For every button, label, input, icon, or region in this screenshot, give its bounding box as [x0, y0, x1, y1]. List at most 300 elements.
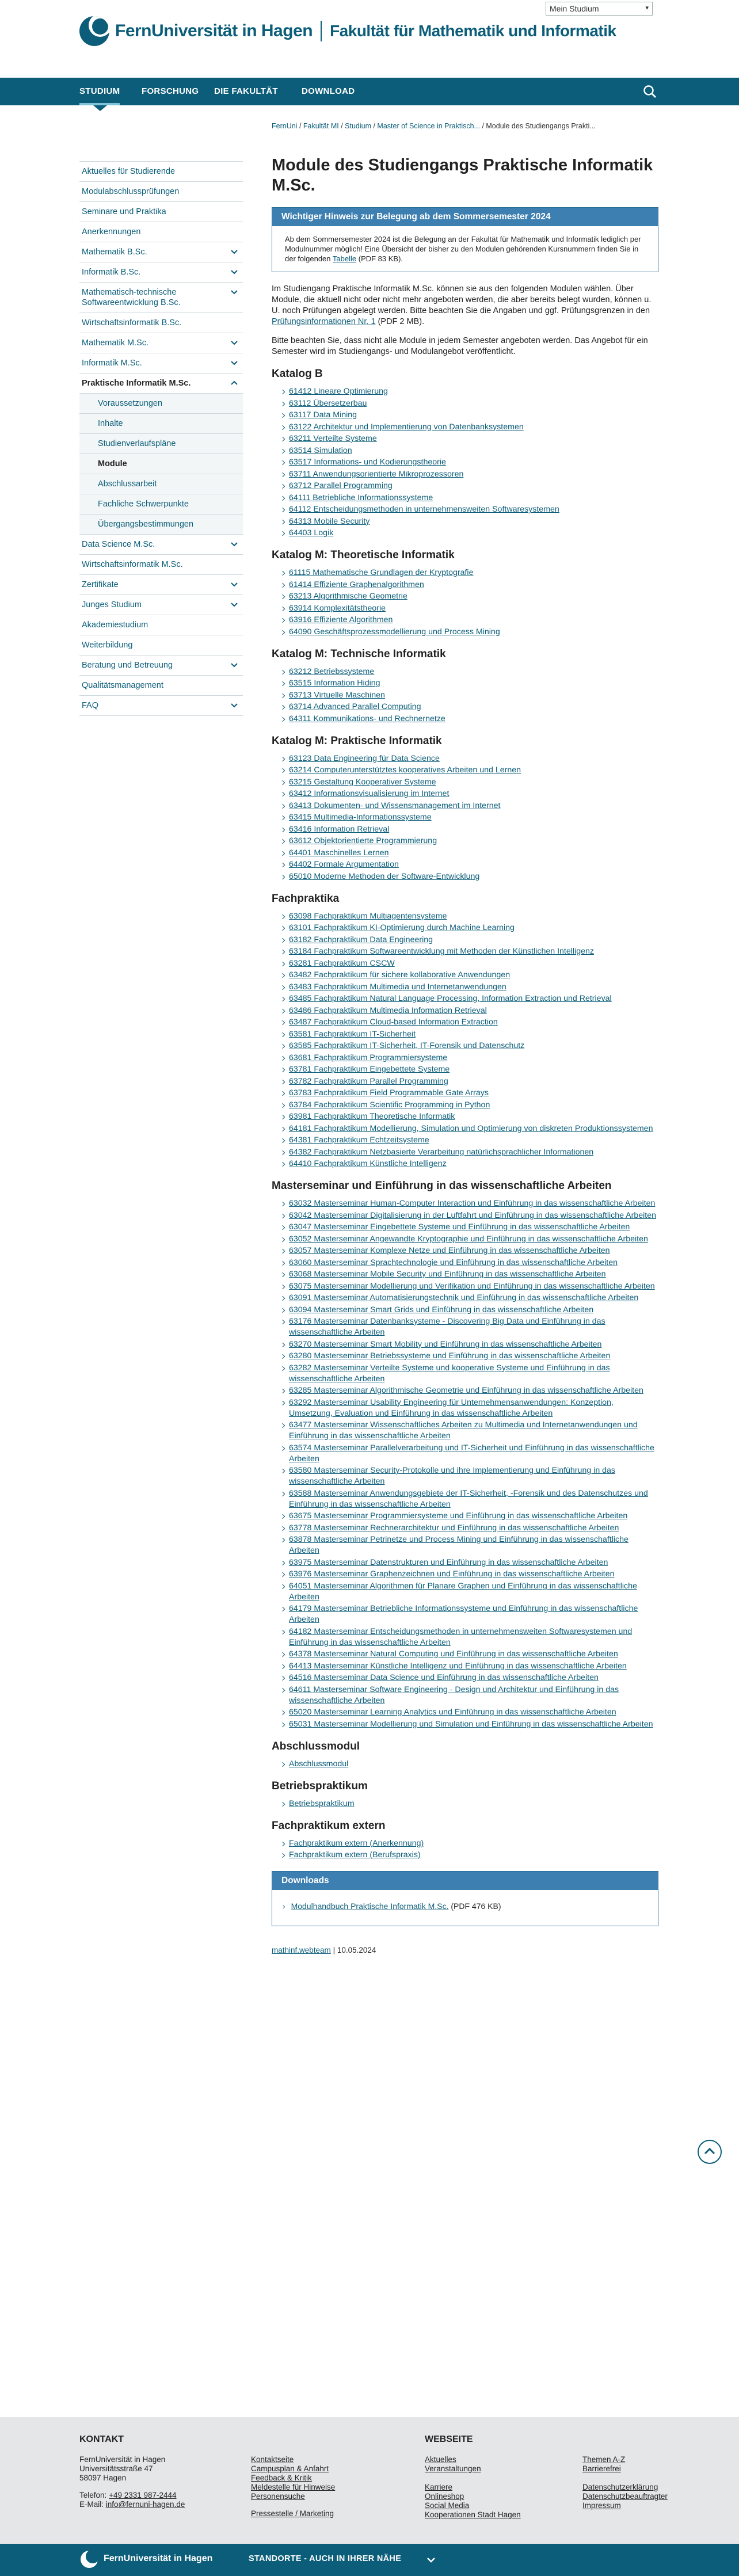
- module-link[interactable]: 64182 Masterseminar Entscheidungsmethoden in unternehmensweiten Softwaresystemen und Einführung in das wissenschaftliche Arbeiten: [289, 1626, 633, 1647]
- sidebar-item[interactable]: [79, 494, 243, 514]
- chevron-down-icon[interactable]: [230, 288, 238, 296]
- footer-link[interactable]: Social Media: [425, 2501, 470, 2510]
- chevron-down-icon[interactable]: [230, 580, 238, 588]
- module-link[interactable]: 63098 Fachpraktikum Multiagentensysteme: [289, 911, 447, 921]
- sidebar-item[interactable]: [79, 474, 243, 494]
- list-item: [281, 993, 658, 1004]
- list-item: [281, 1707, 658, 1718]
- list-item: [281, 1100, 658, 1111]
- list-item: [281, 1029, 658, 1040]
- sidebar-divider: [79, 715, 243, 716]
- list-item: [281, 1147, 658, 1158]
- list-item: [281, 398, 658, 409]
- module-link[interactable]: 64181 Fachpraktikum Modellierung, Simulation und Optimierung von diskreten Produktionssystemen: [289, 1123, 653, 1133]
- list-item: [281, 567, 658, 578]
- module-link[interactable]: 64112 Entscheidungsmethoden in unternehmensweiten Softwaresystemen: [289, 505, 559, 514]
- module-link[interactable]: 64402 Formale Argumentation: [289, 860, 399, 869]
- phone-line: Telefon: +49 2331 987-2444: [79, 2491, 177, 2499]
- logo-text: FernUniversität in Hagen: [115, 21, 313, 40]
- chevron-up-icon[interactable]: [230, 379, 238, 387]
- email-link[interactable]: info@fernuni-hagen.de: [105, 2500, 185, 2509]
- list-item: [281, 1053, 658, 1064]
- list-item: [281, 580, 658, 590]
- section-heading: Fachpraktika: [272, 892, 340, 905]
- module-link[interactable]: 63413 Dokumenten- und Wissensmanagement im Internet: [289, 801, 501, 810]
- module-link[interactable]: 64381 Fachpraktikum Echtzeitsysteme: [289, 1135, 429, 1145]
- sidebar-item[interactable]: [79, 595, 243, 615]
- list-item: [281, 410, 658, 421]
- module-link[interactable]: 63215 Gestaltung Kooperativer Systeme: [289, 777, 436, 787]
- sidebar-item-label: Junges Studium: [82, 600, 142, 609]
- sidebar-item[interactable]: [79, 373, 243, 393]
- module-link[interactable]: 63581 Fachpraktikum IT-Sicherheit: [289, 1029, 416, 1039]
- chevron-down-icon[interactable]: [230, 359, 238, 367]
- module-link[interactable]: Fachpraktikum extern (Berufspraxis): [289, 1850, 421, 1859]
- module-link[interactable]: 63060 Masterseminar Sprachtechnologie und Einführung in das wissenschaftliche Arbeiten: [289, 1257, 618, 1267]
- list-item: [281, 493, 658, 504]
- list-item: [281, 1465, 658, 1487]
- footer-link[interactable]: Datenschutzbeauftragter: [582, 2492, 668, 2501]
- module-list: [281, 386, 658, 539]
- sidebar-item[interactable]: [79, 635, 243, 655]
- list-item: [281, 1222, 658, 1233]
- sidebar-item[interactable]: [79, 242, 243, 262]
- module-link[interactable]: 63068 Masterseminar Mobile Security und Einführung in das wissenschaftliche Arbeiten: [289, 1270, 606, 1279]
- footer-link[interactable]: Karriere: [425, 2483, 453, 2491]
- module-link[interactable]: 63714 Advanced Parallel Computing: [289, 702, 421, 711]
- footer-link[interactable]: Onlineshop: [425, 2492, 464, 2501]
- sidebar-item-label: Informatik M.Sc.: [82, 359, 142, 368]
- list-item: [281, 1385, 658, 1396]
- author-line: [272, 1946, 658, 1954]
- module-link[interactable]: 63580 Masterseminar Security-Protokolle und ihre Implementierung und Einführung in das wissenschaftliche Arbeiten: [289, 1466, 616, 1486]
- module-link[interactable]: Fachpraktikum extern (Anerkennung): [289, 1838, 424, 1848]
- sidebar-item-label: FAQ: [82, 701, 99, 710]
- module-list: [281, 911, 658, 1170]
- sidebar-item-label: Seminare und Praktika: [82, 207, 166, 216]
- list-item: [281, 1672, 658, 1683]
- footer-link[interactable]: Personensuche: [251, 2492, 305, 2501]
- sidebar-item[interactable]: [79, 201, 243, 222]
- sidebar-item[interactable]: [79, 574, 243, 595]
- list-item: [281, 1850, 658, 1861]
- list-item: [281, 765, 658, 776]
- chevron-down-icon[interactable]: [230, 268, 238, 276]
- module-link[interactable]: 63416 Information Retrieval: [289, 824, 390, 834]
- notice-title: Wichtiger Hinweis zur Belegung ab dem Sommersemester 2024: [272, 208, 658, 226]
- chevron-down-icon[interactable]: [230, 600, 238, 608]
- module-link[interactable]: 63101 Fachpraktikum KI-Optimierung durch Machine Learning: [289, 923, 515, 932]
- module-link[interactable]: 63094 Masterseminar Smart Grids und Einführung in das wissenschaftliche Arbeiten: [289, 1305, 594, 1314]
- module-link[interactable]: Abschlussmodul: [289, 1759, 349, 1769]
- module-link[interactable]: 63778 Masterseminar Rechnerarchitektur und Einführung in das wissenschaftliche Arbeiten: [289, 1523, 619, 1533]
- list-item: [281, 504, 658, 515]
- module-link[interactable]: 63213 Algorithmische Geometrie: [289, 592, 407, 601]
- module-link[interactable]: 64611 Masterseminar Software Engineering - Design und Architektur und Einführung in das wissenschaftliche Arbeiten: [289, 1685, 619, 1705]
- chevron-down-icon[interactable]: [230, 338, 238, 346]
- list-item: [281, 1159, 658, 1169]
- sidebar-item-label: Modulabschlussprüfungen: [82, 187, 180, 196]
- module-link[interactable]: 63117 Data Mining: [289, 410, 357, 420]
- sidebar-item[interactable]: [79, 534, 243, 554]
- list-item: [281, 1838, 658, 1849]
- module-link[interactable]: 64378 Masterseminar Natural Computing und Einführung in das wissenschaftliche Arbeiten: [289, 1649, 618, 1659]
- module-link[interactable]: 64090 Geschäftsprozessmodellierung und Process Mining: [289, 627, 500, 637]
- intro-paragraph-2: Bitte beachten Sie, dass nicht alle Module in jedem Semester angeboten werden. Das Angebot für ein Semester wird im Studiengangs- und Modulangebot veröffentlicht.: [272, 336, 648, 356]
- logo-separator: [321, 21, 322, 41]
- search-icon[interactable]: [642, 84, 657, 99]
- module-link[interactable]: 63122 Architektur und Implementierung von Datenbanksystemen: [289, 422, 524, 432]
- module-link[interactable]: 63212 Betriebssysteme: [289, 666, 375, 676]
- footer-link[interactable]: Barrierefrei: [582, 2464, 621, 2473]
- module-link[interactable]: 65031 Masterseminar Modellierung und Simulation und Einführung in das wissenschaftliche Arbeiten: [289, 1719, 653, 1729]
- module-link[interactable]: 63585 Fachpraktikum IT-Sicherheit, IT-Forensik und Datenschutz: [289, 1041, 525, 1050]
- module-link[interactable]: 64382 Fachpraktikum Netzbasierte Verarbeitung natürlichsprachlicher Informationen: [289, 1147, 594, 1157]
- module-list: [281, 1198, 658, 1730]
- list-item: [281, 386, 658, 397]
- sidebar-item-label: Zertifikate: [82, 580, 119, 589]
- module-link[interactable]: 63574 Masterseminar Parallelverarbeitung und IT-Sicherheit und Einführung in das wissenschaftliche Arbeiten: [289, 1443, 654, 1464]
- module-link[interactable]: 64401 Maschinelles Lernen: [289, 848, 389, 858]
- site-footer: [0, 2417, 739, 2544]
- sidebar-item[interactable]: [79, 222, 243, 242]
- module-link[interactable]: 63285 Masterseminar Algorithmische Geometrie und Einführung in das wissenschaftliche Arbeiten: [289, 1386, 643, 1395]
- list-item: [281, 1257, 658, 1268]
- module-link[interactable]: 63182 Fachpraktikum Data Engineering: [289, 935, 433, 944]
- module-link[interactable]: 63781 Fachpraktikum Eingebettete Systeme: [289, 1065, 450, 1074]
- list-item: [281, 923, 658, 933]
- nav-forschung[interactable]: FORSCHUNG: [142, 86, 199, 96]
- list-item: [281, 1245, 658, 1256]
- list-item: [281, 836, 658, 847]
- list-item: [281, 1123, 658, 1134]
- sidebar-item[interactable]: [79, 282, 243, 313]
- module-list: [281, 1798, 658, 1809]
- contact-heading: KONTAKT: [79, 2434, 124, 2444]
- sidebar-item-label: Module: [98, 459, 127, 468]
- list-item: [281, 982, 658, 993]
- module-link[interactable]: 63176 Masterseminar Datenbanksysteme - Discovering Big Data und Einführung in das wissenschaftliche Arbeiten: [289, 1317, 605, 1337]
- module-link[interactable]: 63091 Masterseminar Automatisierungstechnik und Einführung in das wissenschaftliche Arbeiten: [289, 1293, 639, 1302]
- section-heading: Abschlussmodul: [272, 1740, 360, 1752]
- module-link[interactable]: 63415 Multimedia-Informationssysteme: [289, 813, 432, 822]
- module-list: [281, 1838, 658, 1861]
- module-link[interactable]: 63712 Parallel Programming: [289, 481, 393, 490]
- module-link[interactable]: 63211 Verteilte Systeme: [289, 434, 377, 443]
- intro-suffix: (PDF 2 MB).: [378, 317, 425, 326]
- list-item: [281, 1135, 658, 1146]
- module-list: [281, 753, 658, 882]
- list-item: [281, 1041, 658, 1051]
- list-item: [281, 970, 658, 981]
- module-list: [281, 1759, 658, 1770]
- list-item: [281, 1523, 658, 1534]
- sidebar-item-label: Fachliche Schwerpunkte: [98, 500, 189, 509]
- list-item: [281, 1534, 658, 1556]
- main-content: [272, 155, 658, 1954]
- module-link[interactable]: 63184 Fachpraktikum Softwareentwicklung mit Methoden der Künstlichen Intelligenz: [289, 947, 594, 956]
- module-link[interactable]: 63412 Informationsvisualisierung im Internet: [289, 789, 450, 798]
- module-list: [281, 567, 658, 638]
- footer-link[interactable]: Impressum: [582, 2501, 621, 2510]
- module-link[interactable]: 63112 Übersetzerbau: [289, 398, 367, 408]
- chevron-down-icon[interactable]: [230, 247, 238, 256]
- module-link[interactable]: 63916 Effiziente Algorithmen: [289, 615, 393, 624]
- module-link[interactable]: 63214 Computerunterstütztes kooperatives Arbeiten und Lernen: [289, 765, 521, 775]
- chevron-down-icon: ▾: [645, 5, 649, 12]
- breadcrumb-item[interactable]: Studium: [345, 122, 371, 130]
- fernuni-logo-icon: [79, 16, 109, 46]
- list-item: [281, 690, 658, 701]
- downloads-box: [272, 1871, 658, 1926]
- list-item: [281, 1581, 658, 1603]
- module-link[interactable]: 63042 Masterseminar Digitalisierung in der Luftfahrt und Einführung in das wissenschaftliche Arbeiten: [289, 1210, 657, 1220]
- module-link[interactable]: 63981 Fachpraktikum Theoretische Informatik: [289, 1112, 455, 1121]
- sidebar-item-label: Voraussetzungen: [98, 399, 163, 408]
- module-link[interactable]: 64413 Masterseminar Künstliche Intelligenz und Einführung in das wissenschaftliche Arbeiten: [289, 1661, 627, 1671]
- chevron-down-icon[interactable]: [426, 2555, 436, 2565]
- list-item: [281, 666, 658, 677]
- module-link[interactable]: 61412 Lineare Optimierung: [289, 387, 388, 396]
- module-link[interactable]: 64403 Logik: [289, 528, 334, 538]
- sidebar-item-label: Mathematisch-technische Softwareentwicklung B.Sc.: [82, 288, 181, 307]
- module-link[interactable]: 63514 Simulation: [289, 445, 352, 455]
- module-link[interactable]: 64111 Betriebliche Informationssysteme: [289, 493, 433, 502]
- list-item: [281, 1210, 658, 1221]
- list-item: [281, 1557, 658, 1568]
- section-heading: Katalog B: [272, 368, 323, 380]
- university-logo[interactable]: [79, 16, 616, 46]
- sidebar-item-label: Beratung und Betreuung: [82, 661, 173, 670]
- sidebar-item-label: Weiterbildung: [82, 641, 133, 650]
- list-item: [281, 603, 658, 614]
- faculty-name: Fakultät für Mathematik und Informatik: [330, 22, 616, 40]
- nav-studium[interactable]: STUDIUM: [79, 78, 120, 105]
- sidebar-item[interactable]: [79, 353, 243, 373]
- module-link[interactable]: 63485 Fachpraktikum Natural Language Processing, Information Extraction und Retrieval: [289, 994, 612, 1003]
- footer-link[interactable]: Campusplan & Anfahrt: [251, 2464, 329, 2473]
- module-link[interactable]: 63517 Informations- und Kodierungstheorie: [289, 458, 446, 467]
- module-link[interactable]: 63975 Masterseminar Datenstrukturen und Einführung in das wissenschaftliche Arbeiten: [289, 1557, 608, 1567]
- module-sections: [272, 368, 658, 1861]
- sidebar-item[interactable]: [79, 393, 243, 413]
- sidebar-navigation: [79, 161, 243, 716]
- module-link[interactable]: 65010 Moderne Methoden der Software-Entwicklung: [289, 871, 480, 881]
- breadcrumb-item[interactable]: FernUni: [272, 122, 298, 130]
- footer-link[interactable]: Aktuelles: [425, 2455, 456, 2464]
- list-item: [281, 824, 658, 835]
- sidebar-item[interactable]: [79, 655, 243, 675]
- module-link[interactable]: 63515 Information Hiding: [289, 679, 380, 688]
- list-item: [281, 1088, 658, 1099]
- locations-bar: [0, 2544, 739, 2576]
- address-line: FernUniversität in Hagen: [79, 2455, 166, 2464]
- module-link[interactable]: 63281 Fachpraktikum CSCW: [289, 958, 395, 968]
- module-link[interactable]: 63075 Masterseminar Modellierung und Verifikation und Einführung in das wissenschaftliche Arbeiten: [289, 1281, 655, 1291]
- module-link[interactable]: Betriebspraktikum: [289, 1798, 355, 1808]
- module-link[interactable]: 63052 Masterseminar Angewandte Kryptographie und Einführung in das wissenschaftliche Arbeiten: [289, 1234, 648, 1244]
- list-item: [281, 1397, 658, 1419]
- sidebar-item-label: Mathematik B.Sc.: [82, 247, 147, 257]
- module-link[interactable]: 63784 Fachpraktikum Scientific Programming in Python: [289, 1100, 490, 1110]
- footer-link[interactable]: Kontaktseite: [251, 2455, 294, 2464]
- exam-info-link[interactable]: Prüfungsinformationen Nr. 1: [272, 317, 376, 326]
- sidebar-item[interactable]: [79, 413, 243, 433]
- sidebar-item[interactable]: [79, 514, 243, 534]
- sidebar-item[interactable]: [79, 433, 243, 454]
- list-item: [281, 1488, 658, 1510]
- email-line: E-Mail: info@fernuni-hagen.de: [79, 2500, 185, 2509]
- module-link[interactable]: 63270 Masterseminar Smart Mobility und Einführung in das wissenschaftliche Arbeiten: [289, 1339, 602, 1349]
- sidebar-item-label: Aktuelles für Studierende: [82, 167, 176, 176]
- module-link[interactable]: 63483 Fachpraktikum Multimedia und Internetanwendungen: [289, 982, 506, 992]
- list-item: [281, 1443, 658, 1465]
- sidebar-item[interactable]: [79, 262, 243, 282]
- section-heading: Katalog M: Praktische Informatik: [272, 734, 442, 747]
- sidebar-item-label: Anerkennungen: [82, 227, 141, 237]
- notice-text: Ab dem Sommersemester 2024 ist die Belegung an der Fakultät für Mathematik und Informatik lediglich per Modulnummer möglich! Eine Übersicht der bisher zu den Modulen gehörenden Kursnummern finden Sie in der folgenden: [285, 235, 641, 263]
- list-item: [281, 1339, 658, 1350]
- module-link[interactable]: 64410 Fachpraktikum Künstliche Intelligenz: [289, 1159, 447, 1168]
- page-title: Module des Studiengangs Praktische Informatik M.Sc.: [272, 156, 653, 195]
- nav-active-indicator: [93, 105, 107, 111]
- chevron-down-icon[interactable]: [230, 661, 238, 669]
- module-link[interactable]: 64313 Mobile Security: [289, 516, 370, 526]
- sidebar-item[interactable]: [79, 161, 243, 181]
- phone-link[interactable]: +49 2331 987-2444: [109, 2491, 177, 2499]
- downloads-body: [272, 1890, 658, 1926]
- breadcrumb-item[interactable]: Fakultät MI: [303, 122, 339, 130]
- module-link[interactable]: 63612 Objektorientierte Programmierung: [289, 836, 437, 845]
- list-item: [281, 1305, 658, 1316]
- footer-link[interactable]: Meldestelle für Hinweise: [251, 2483, 336, 2491]
- sidebar-item[interactable]: [79, 675, 243, 695]
- sidebar-item-label: Inhalte: [98, 419, 123, 428]
- module-link[interactable]: 64516 Masterseminar Data Science und Einführung in das wissenschaftliche Arbeiten: [289, 1673, 599, 1682]
- list-item: [281, 678, 658, 689]
- module-link[interactable]: 63280 Masterseminar Betriebssysteme und Einführung in das wissenschaftliche Arbeiten: [289, 1351, 611, 1361]
- module-link[interactable]: 63783 Fachpraktikum Field Programmable Gate Arrays: [289, 1088, 489, 1098]
- module-link[interactable]: 63588 Masterseminar Anwendungsgebiete der IT-Sicherheit, -Forensik und des Datenschutzes und Einführung in das wissenschaftliche Arbeiten: [289, 1488, 648, 1509]
- intro-paragraph: [272, 284, 658, 327]
- module-link[interactable]: 63487 Fachpraktikum Cloud-based Information Extraction: [289, 1018, 498, 1027]
- section-heading: Katalog M: Technische Informatik: [272, 647, 446, 660]
- nav-download[interactable]: DOWNLOAD: [302, 86, 355, 96]
- list-item: [281, 1076, 658, 1087]
- module-link[interactable]: 63681 Fachpraktikum Programmiersysteme: [289, 1053, 448, 1062]
- fernuni-small-logo-icon: [81, 2551, 98, 2568]
- list-item: [281, 801, 658, 811]
- notice-suffix: (PDF 83 KB).: [358, 254, 403, 263]
- sidebar-item[interactable]: [79, 454, 243, 474]
- module-link[interactable]: 63292 Masterseminar Usability Engineering für Unternehmensanwendungen: Konzeption, Umsetzung, Evaluation und Einführung in das wissenschaftliche Arbeiten: [289, 1397, 614, 1418]
- list-item: [281, 859, 658, 870]
- chevron-up-icon: [699, 2141, 721, 2163]
- footer-link[interactable]: Datenschutzerklärung: [582, 2483, 658, 2491]
- sidebar-item-label: Wirtschaftsinformatik B.Sc.: [82, 318, 182, 327]
- back-to-top-button[interactable]: [698, 2140, 722, 2164]
- nav-fakultaet[interactable]: DIE FAKULTÄT: [214, 86, 278, 96]
- module-link[interactable]: 64051 Masterseminar Algorithmen für Planare Graphen und Einführung in das wissenschaftliche Arbeiten: [289, 1581, 637, 1602]
- list-item: [281, 812, 658, 823]
- list-item: [281, 445, 658, 456]
- locations-label[interactable]: STANDORTE - AUCH IN IHRER NÄHE: [249, 2554, 402, 2563]
- notice-table-link[interactable]: Tabelle: [332, 254, 357, 263]
- chevron-down-icon[interactable]: [230, 540, 238, 548]
- list-item: [281, 627, 658, 638]
- my-study-select[interactable]: [546, 2, 653, 16]
- breadcrumb-item[interactable]: Master of Science in Praktisch...: [377, 122, 480, 130]
- module-link[interactable]: 63047 Masterseminar Eingebettete Systeme und Einführung in das wissenschaftliche Arbeiten: [289, 1222, 630, 1232]
- footer-link[interactable]: Feedback & Kritik: [251, 2474, 312, 2482]
- module-link[interactable]: 65020 Masterseminar Learning Analytics und Einführung in das wissenschaftliche Arbeiten: [289, 1708, 616, 1717]
- list-item: [281, 1719, 658, 1730]
- list-item: [281, 1798, 658, 1809]
- sidebar-item-label: Abschlussarbeit: [98, 479, 157, 489]
- module-link[interactable]: 63057 Masterseminar Komplexe Netze und Einführung in das wissenschaftliche Arbeiten: [289, 1246, 610, 1255]
- module-link[interactable]: 63477 Masterseminar Wissenschaftliches Arbeiten zu Multimedia und Internetanwendungen und Einführung in das wissenschaftliche Arbeiten: [289, 1420, 638, 1441]
- module-link[interactable]: 63782 Fachpraktikum Parallel Programming: [289, 1076, 448, 1086]
- list-item: [281, 788, 658, 799]
- sidebar-item[interactable]: [79, 554, 243, 574]
- sidebar-item[interactable]: [79, 333, 243, 353]
- module-link[interactable]: 61414 Effiziente Graphenalgorithmen: [289, 580, 424, 589]
- module-link[interactable]: 61115 Mathematische Grundlagen der Kryptografie: [289, 568, 474, 577]
- module-link[interactable]: 63878 Masterseminar Petrinetze und Process Mining und Einführung in das wissenschaftliche Arbeiten: [289, 1535, 628, 1555]
- footer-link[interactable]: Kooperationen Stadt Hagen: [425, 2510, 521, 2519]
- module-link[interactable]: 64311 Kommunikations- und Rechnernetze: [289, 714, 445, 723]
- module-link[interactable]: 63123 Data Engineering für Data Science: [289, 753, 440, 763]
- list-item: [281, 753, 658, 764]
- list-item: [281, 1064, 658, 1075]
- list-item: [281, 1111, 658, 1122]
- sidebar-item[interactable]: [79, 695, 243, 715]
- footer-link[interactable]: Pressestelle / Marketing: [251, 2509, 334, 2518]
- list-item: [281, 911, 658, 922]
- chevron-down-icon[interactable]: [230, 701, 238, 709]
- list-item: [281, 1569, 658, 1580]
- my-study-label: Mein Studium: [550, 4, 599, 13]
- list-item: [281, 871, 658, 882]
- module-link[interactable]: 63282 Masterseminar Verteilte Systeme und kooperative Systeme und Einführung in das wissenschaftliche Arbeiten: [289, 1363, 610, 1384]
- module-link[interactable]: 63713 Virtuelle Maschinen: [289, 690, 385, 700]
- sidebar-item[interactable]: [79, 615, 243, 635]
- breadcrumb-current: Module des Studiengangs Prakti...: [486, 122, 596, 130]
- module-handbook-link[interactable]: Modulhandbuch Praktische Informatik M.Sc.: [291, 1901, 449, 1911]
- footer-link[interactable]: Themen A-Z: [582, 2455, 626, 2464]
- list-item: [281, 1685, 658, 1706]
- module-list: [281, 666, 658, 725]
- list-item: [281, 1005, 658, 1016]
- module-link[interactable]: 64179 Masterseminar Betriebliche Informationssysteme und Einführung in das wissenschaftliche Arbeiten: [289, 1604, 638, 1624]
- module-link[interactable]: 63675 Masterseminar Programmiersysteme und Einführung in das wissenschaftliche Arbeiten: [289, 1511, 628, 1521]
- module-link[interactable]: 63486 Fachpraktikum Multimedia Information Retrieval: [289, 1005, 487, 1015]
- list-item: [281, 1293, 658, 1304]
- footer-link[interactable]: Veranstaltungen: [425, 2464, 481, 2473]
- module-link[interactable]: 63032 Masterseminar Human-Computer Interaction und Einführung in das wissenschaftliche Arbeiten: [289, 1199, 656, 1208]
- list-item: [281, 615, 658, 626]
- sidebar-item[interactable]: [79, 313, 243, 333]
- author-link[interactable]: mathinf.webteam: [272, 1946, 331, 1954]
- sidebar-item[interactable]: [79, 181, 243, 201]
- list-item: [281, 469, 658, 480]
- module-link[interactable]: 63711 Anwendungsorientierte Mikroprozessoren: [289, 469, 464, 479]
- address-line: 58097 Hagen: [79, 2474, 127, 2482]
- module-link[interactable]: 63482 Fachpraktikum für sichere kollaborative Anwendungen: [289, 970, 511, 980]
- bottom-logo-text: FernUniversität in Hagen: [104, 2554, 213, 2563]
- module-link[interactable]: 63914 Komplexitätstheorie: [289, 603, 386, 613]
- module-link[interactable]: 63976 Masterseminar Graphenzeichnen und Einführung in das wissenschaftliche Arbeiten: [289, 1569, 615, 1579]
